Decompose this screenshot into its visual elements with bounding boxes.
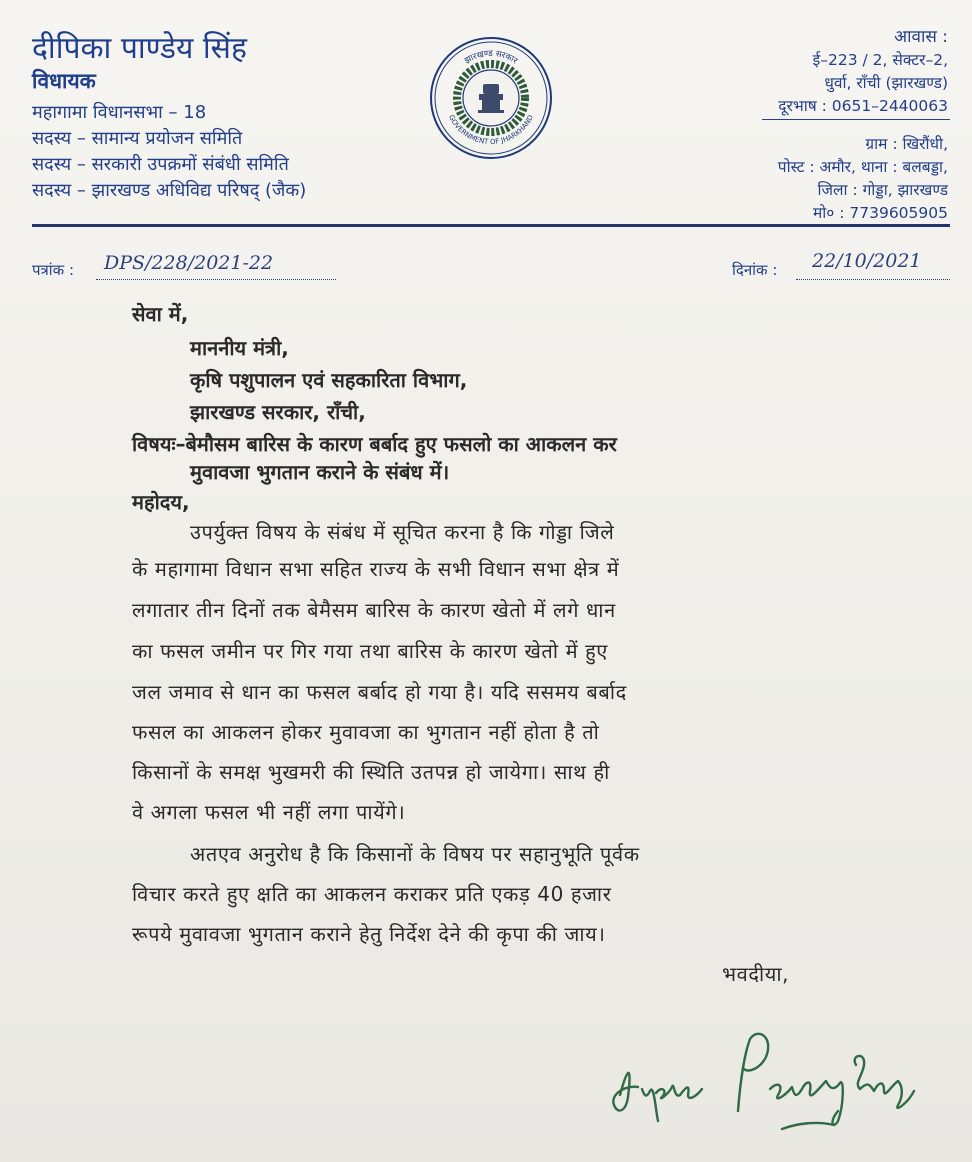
village-line-2: पोस्ट : अमौर, थाना : बलबड्डा, [777,158,948,176]
addressee-line-3: झारखण्ड सरकार, राँची, [190,400,366,424]
committee-line-2: सदस्य – सरकारी उपक्रमों संबंधी समिति [32,154,289,175]
village-line-1: ग्राम : खिरौंधी, [865,135,948,153]
date-dotline [796,279,950,280]
para1-line-5: जल जमाव से धान का फसल बर्बाद हो गया है। यदि ससमय बर्बाद [132,680,627,704]
greeting: महोदय, [132,490,190,514]
ref-dotline [96,279,336,280]
village-line-3: जिला : गोड्डा, झारखण्ड [817,181,948,199]
emblem-top-text: झारखण्ड सरकार [463,48,520,67]
para1-line-2: के महागामा विधान सभा सहित राज्य के सभी विधान सभा क्षेत्र में [132,557,620,581]
residence-line-2: धुर्वा, राँची (झारखण्ड) [824,74,948,92]
signature [598,1025,938,1135]
closing: भवदीया, [722,962,790,986]
committee-line-1: सदस्य – सामान्य प्रयोजन समिति [32,128,243,149]
jharkhand-emblem-icon [429,36,553,160]
para1-line-8: वे अगला फसल भी नहीं लगा पायेंगे। [132,800,406,824]
header-divider [762,119,950,120]
salutation-to: सेवा में, [132,302,189,326]
para1-line-7: किसानों के समक्ष भुखमरी की स्थिति उतपन्न हो जायेगा। साथ ही [132,760,610,784]
ref-number: DPS/228/2021-22 [104,252,274,274]
letter-date: 22/10/2021 [812,250,922,272]
constituency: महागामा विधानसभा – 18 [32,102,207,123]
committee-line-3: सदस्य – झारखण्ड अधिविद्य परिषद् (जैक) [32,180,307,201]
para1-line-3: लगातार तीन दिनों तक बेमैसम बारिस के कारण खेतो में लगे धान [132,598,616,622]
para2-line-3: रूपये मुवावजा भुगतान कराने हेतु निर्देश देने की कृपा की जाय। [132,922,606,946]
subject-line-2: मुवावजा भुगतान कराने के संबंध में। [190,460,450,484]
para1-line-4: का फसल जमीन पर गिर गया तथा बारिस के कारण खेतो में हुए [132,639,608,663]
village-mobile: मो० : 7739605905 [812,204,948,222]
date-label: दिनांक : [732,261,778,279]
letterhead-rule [32,224,950,227]
para2-line-2: विचार करते हुए क्षति का आकलन कराकर प्रति एकड़ 40 हजार [132,882,612,906]
addressee-line-1: माननीय मंत्री, [190,336,289,360]
emblem-bottom-text: GOVERNMENT OF JHARKHAND [446,113,536,147]
residence-label: आवास : [894,27,948,47]
residence-phone: दूरभाष : 0651–2440063 [778,97,948,115]
subject-line-1: विषयः–बेमौसम बारिस के कारण बर्बाद हुए फसलो का आकलन कर [132,432,617,456]
para1-line-1: उपर्युक्त विषय के संबंध में सूचित करना है कि गोड्डा जिले [190,520,615,544]
addressee-line-2: कृषि पशुपालन एवं सहकारिता विभाग, [190,368,468,392]
designation: विधायक [32,69,96,93]
para1-line-6: फसल का आकलन होकर मुवावजा का भुगतान नहीं होता है तो [132,720,600,744]
ref-label: पत्रांक : [32,261,75,279]
residence-line-1: ई–223 / 2, सेक्टर–2, [812,51,948,69]
mla-name: दीपिका पाण्डेय सिंह [32,31,247,66]
para2-line-1: अतएव अनुरोध है कि किसानों के विषय पर सहानुभूति पूर्वक [190,842,640,866]
